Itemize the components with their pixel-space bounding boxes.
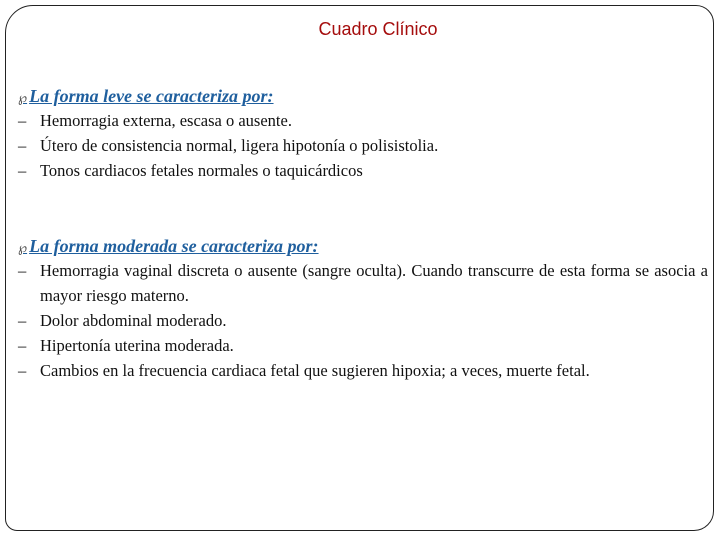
dash: – [18, 136, 27, 155]
list-item [18, 158, 708, 183]
item-text: Hemorragia externa, escasa o ausente. [40, 111, 292, 130]
list-item [18, 333, 708, 358]
bullet-icon: ℘ [18, 240, 28, 255]
section-moderate [18, 236, 708, 383]
section-heading [18, 236, 708, 258]
item-text: Hemorragia vaginal discreta o ausente (sangre oculta). Cuando transcurre de esta forma se asocia a mayor riesgo materno. [40, 261, 708, 305]
heading-text: La forma moderada se caracteriza por: [29, 236, 319, 256]
heading-text: La forma leve se caracteriza por: [29, 86, 274, 106]
list-item [18, 108, 708, 133]
dash: – [18, 361, 27, 380]
dash: – [18, 311, 27, 330]
bullet-icon: ℘ [18, 90, 28, 105]
item-text: Útero de consistencia normal, ligera hipotonía o polisistolia. [40, 136, 439, 155]
item-text: Tonos cardiacos fetales normales o taquicárdicos [40, 161, 363, 180]
dash: – [18, 336, 27, 355]
dash: – [18, 161, 27, 180]
list-item [18, 133, 708, 158]
section-heading [18, 86, 708, 108]
slide-title: Cuadro Clínico [318, 19, 438, 39]
section-mild [18, 86, 708, 183]
item-text: Hipertonía uterina moderada. [40, 336, 234, 355]
dash: – [18, 111, 27, 130]
dash: – [18, 261, 27, 280]
list-item [18, 358, 708, 383]
item-text: Cambios en la frecuencia cardiaca fetal que sugieren hipoxia; a veces, muerte fetal. [40, 361, 590, 380]
list-item [18, 308, 708, 333]
item-text: Dolor abdominal moderado. [40, 311, 227, 330]
list-item [18, 258, 708, 308]
